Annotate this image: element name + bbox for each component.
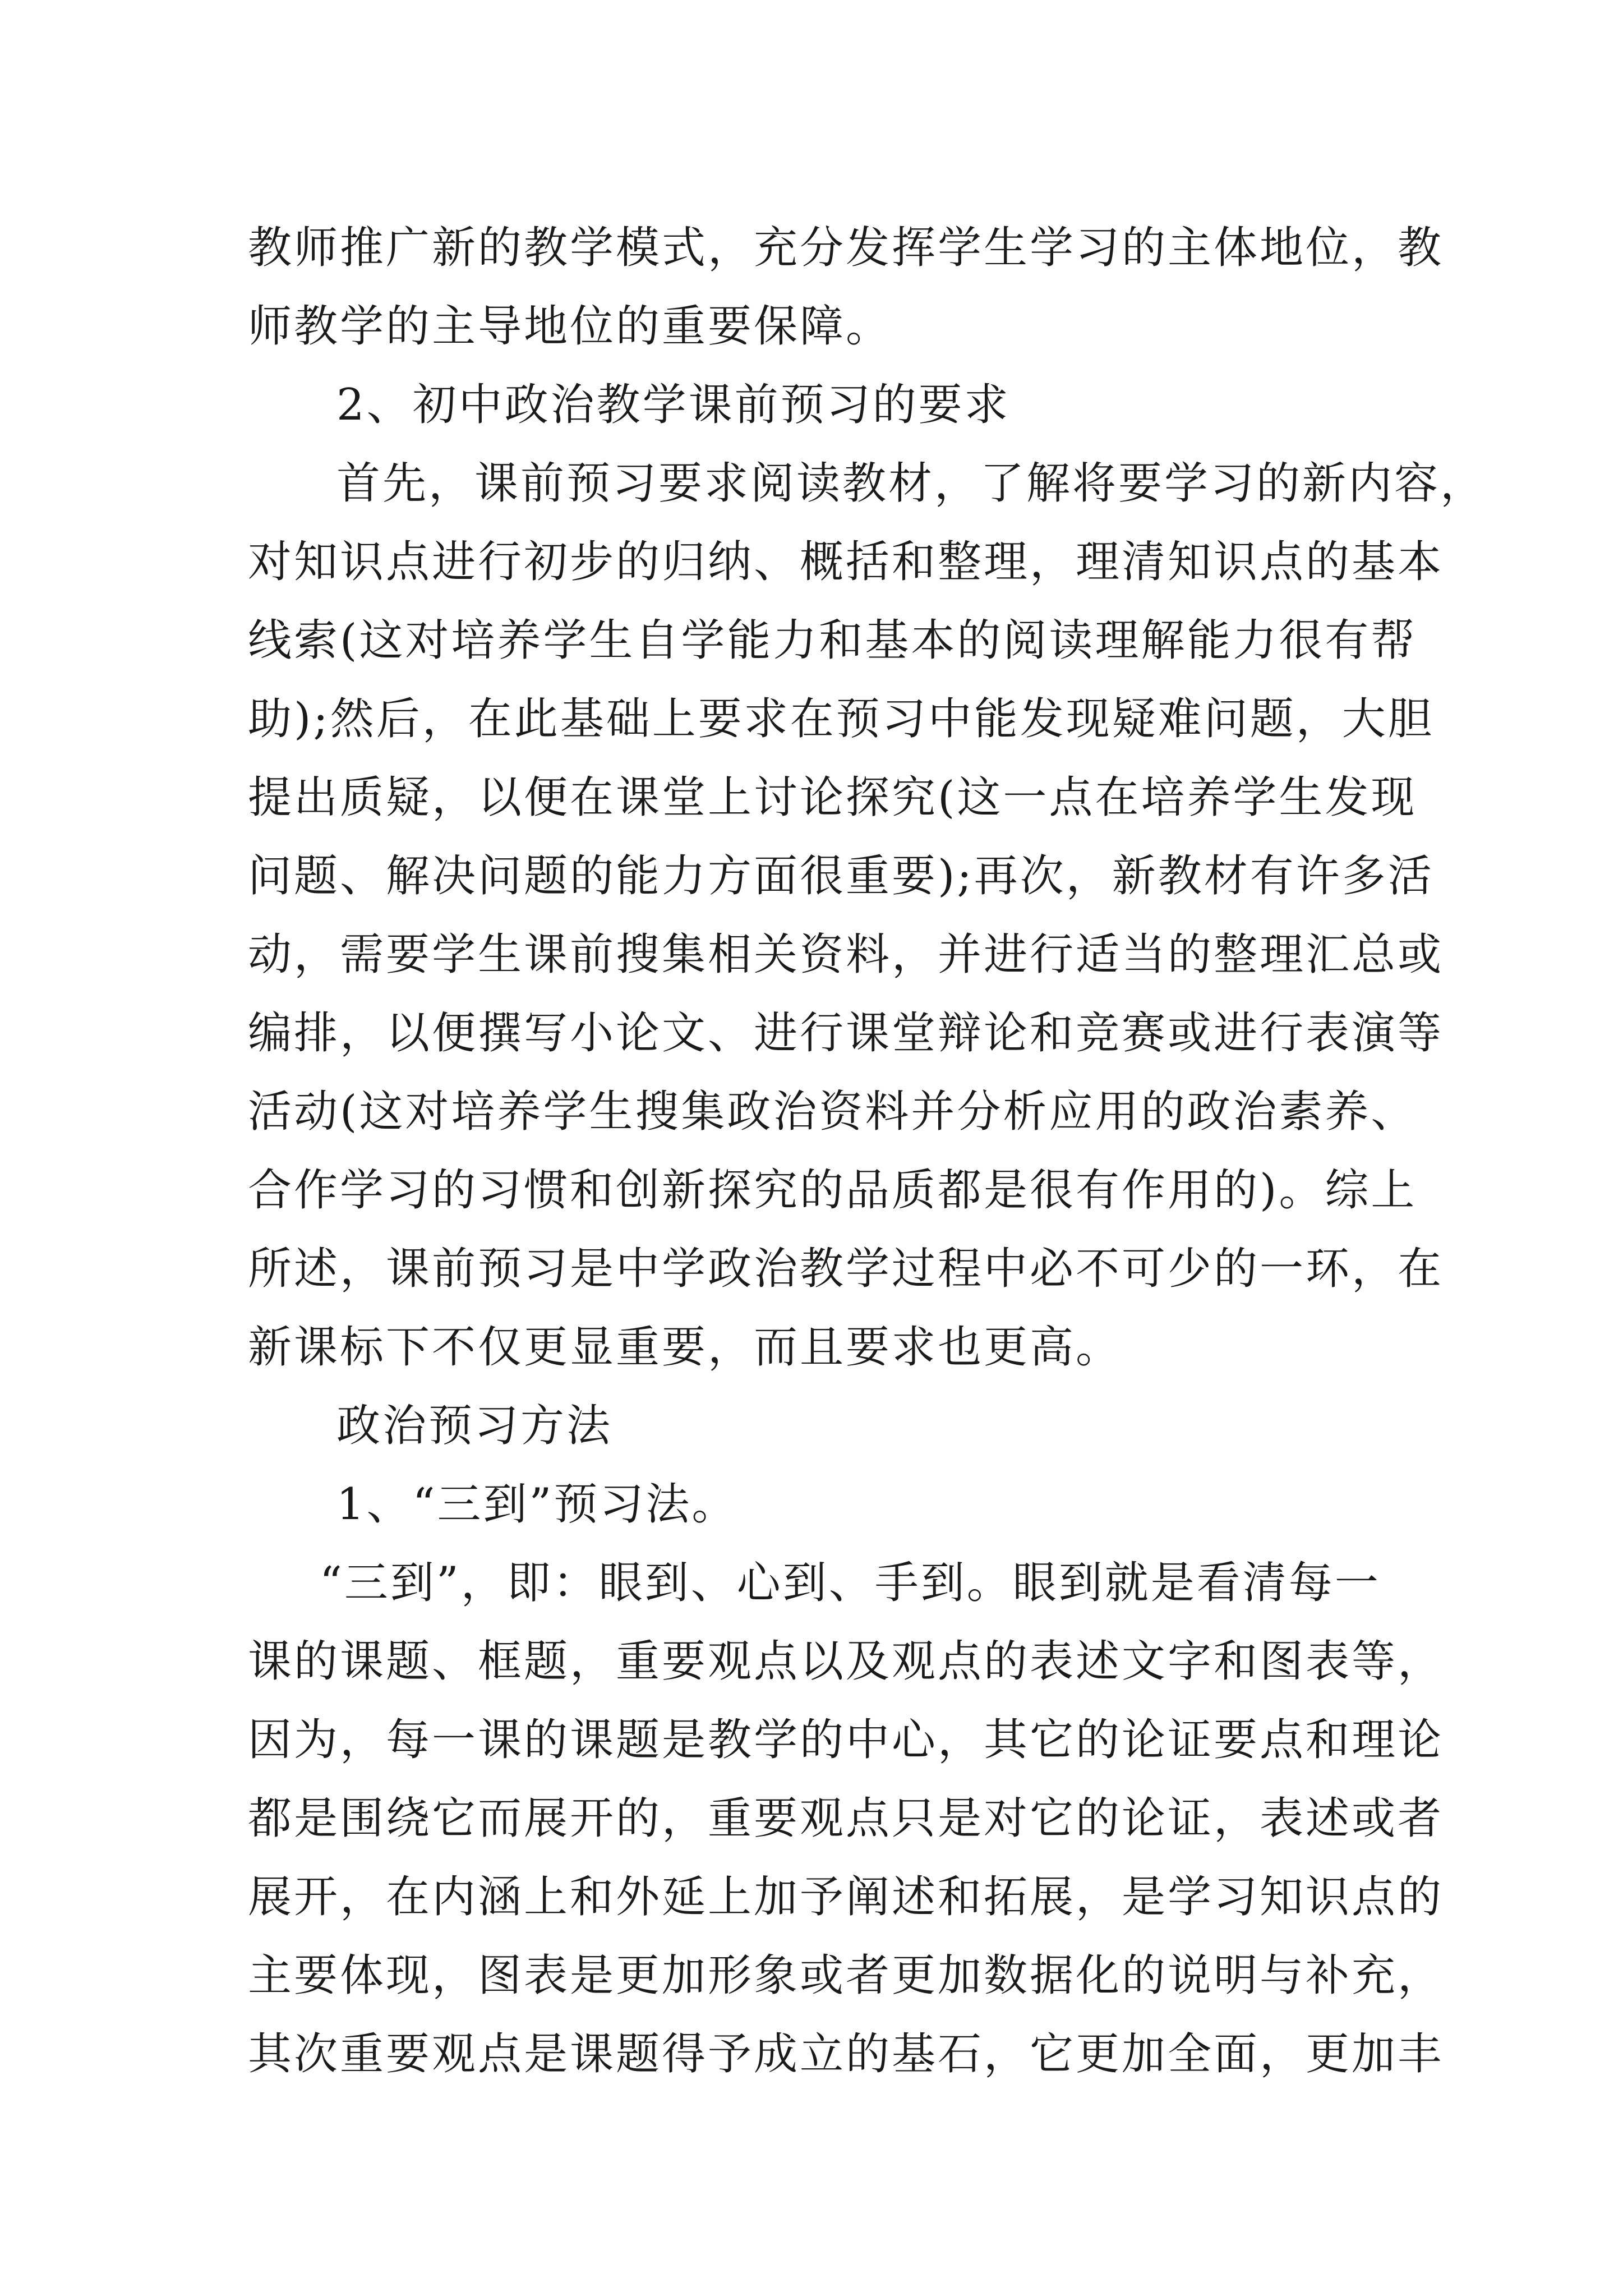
text-line: “三到”，即：眼到、心到、手到。眼到就是看清每一 — [320, 1558, 1381, 1608]
body-text — [248, 209, 1487, 2093]
section-heading: 2、初中政治教学课前预习的要求 — [336, 380, 1011, 430]
text-line: 因为，每一课的课题是教学的中心，其它的论证要点和理论 — [248, 1715, 1444, 1765]
text-line: 合作学习的习惯和创新探究的品质都是很有作用的)。综上 — [248, 1165, 1417, 1216]
text-line: 都是围绕它而展开的，重要观点只是对它的论证，表述或者 — [248, 1793, 1444, 1844]
text-line: 其次重要观点是课题得予成立的基石，它更加全面，更加丰 — [248, 2029, 1444, 2079]
text-line: 主要体现，图表是更加形象或者更加数据化的说明与补充， — [248, 1950, 1444, 2001]
text-line: 编排，以便撰写小论文、进行课堂辩论和竞赛或进行表演等 — [248, 1008, 1444, 1059]
text-line: 助);然后，在此基础上要求在预习中能发现疑难问题，大胆 — [248, 694, 1434, 744]
text-line: 师教学的主导地位的重要保障。 — [248, 301, 892, 352]
text-line: 课的课题、框题，重要观点以及观点的表述文字和图表等， — [248, 1636, 1444, 1687]
text-line: 活动(这对培养学生搜集政治资料并分析应用的政治素养、 — [248, 1087, 1417, 1137]
text-line: 对知识点进行初步的归纳、概括和整理，理清知识点的基本 — [248, 537, 1444, 587]
section-heading: 政治预习方法 — [336, 1401, 613, 1451]
text-line: 提出质疑，以便在课堂上讨论探究(这一点在培养学生发现 — [248, 772, 1417, 823]
text-line: 首先，课前预习要求阅读教材，了解将要学习的新内容， — [336, 458, 1487, 509]
text-line: 展开，在内涵上和外延上加予阐述和拓展，是学习知识点的 — [248, 1872, 1444, 1922]
text-line: 线索(这对培养学生自学能力和基本的阅读理解能力很有帮 — [248, 615, 1417, 666]
text-line: 教师推广新的教学模式，充分发挥学生学习的主体地位，教 — [248, 223, 1444, 273]
text-line: 所述，课前预习是中学政治教学过程中必不可少的一环，在 — [248, 1244, 1444, 1294]
text-line: 动，需要学生课前搜集相关资料，并进行适当的整理汇总或 — [248, 930, 1444, 980]
subsection-heading: 1、“三到”预习法。 — [336, 1479, 738, 1530]
text-line: 新课标下不仅更显重要，而且要求也更高。 — [248, 1322, 1122, 1373]
text-line: 问题、解决问题的能力方面很重要);再次，新教材有许多活 — [248, 851, 1434, 901]
